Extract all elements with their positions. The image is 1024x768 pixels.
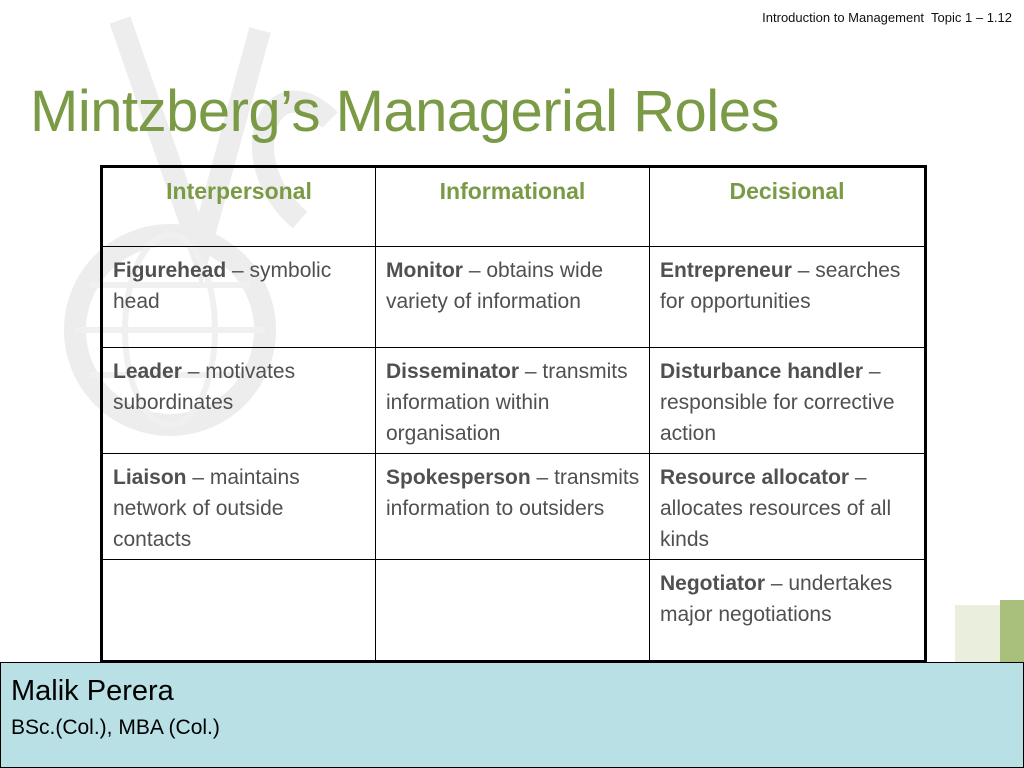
role-description: – motivates subordinates — [113, 360, 296, 414]
role-description: – searches for opportunities — [660, 259, 901, 313]
role-term: Entrepreneur — [660, 259, 792, 282]
slide-title: Mintzberg’s Managerial Roles — [30, 79, 779, 144]
roles-table — [100, 165, 927, 663]
presenter-footer — [0, 662, 1024, 768]
role-term: Spokesperson — [386, 466, 531, 489]
role-cell — [650, 560, 926, 662]
table-row — [102, 454, 926, 560]
role-cell — [102, 454, 376, 560]
empty-cell — [376, 560, 650, 662]
role-cell — [650, 454, 926, 560]
role-description: – transmits information to outsiders — [386, 466, 640, 520]
role-cell — [102, 247, 376, 348]
slide-header — [762, 10, 1012, 25]
role-description: – transmits information within organisation — [386, 360, 628, 445]
role-term: Liaison — [113, 466, 187, 489]
role-description: – undertakes major negotiations — [660, 572, 893, 626]
role-cell — [102, 348, 376, 454]
table-row — [102, 560, 926, 662]
role-term: Resource allocator — [660, 466, 850, 489]
role-description: – maintains network of outside contacts — [113, 466, 300, 551]
role-term: Disturbance handler — [660, 360, 864, 383]
role-description: – allocates resources of all kinds — [660, 466, 892, 551]
table-row — [102, 247, 926, 348]
role-description: – symbolic head — [113, 259, 332, 313]
presenter-credentials: BSc.(Col.), MBA (Col.) — [11, 716, 220, 739]
column-header-interpersonal: Interpersonal — [102, 167, 376, 247]
role-term: Disseminator — [386, 360, 520, 383]
topic-number: Topic 1 – 1.12 — [931, 10, 1012, 25]
column-header-decisional: Decisional — [650, 167, 926, 247]
role-description: – responsible for corrective action — [660, 360, 895, 445]
column-header-informational: Informational — [376, 167, 650, 247]
presenter-name: Malik Perera — [11, 675, 174, 707]
role-cell — [376, 247, 650, 348]
table-row — [102, 348, 926, 454]
role-cell — [376, 348, 650, 454]
course-name: Introduction to Management — [762, 10, 925, 25]
role-term: Monitor — [386, 259, 463, 282]
role-term: Leader — [113, 360, 182, 383]
role-term: Negotiator — [660, 572, 765, 595]
role-cell — [650, 247, 926, 348]
empty-cell — [102, 560, 376, 662]
header-row — [102, 167, 926, 247]
role-cell — [376, 454, 650, 560]
role-term: Figurehead — [113, 259, 227, 282]
role-description: – obtains wide variety of information — [386, 259, 604, 313]
role-cell — [650, 348, 926, 454]
